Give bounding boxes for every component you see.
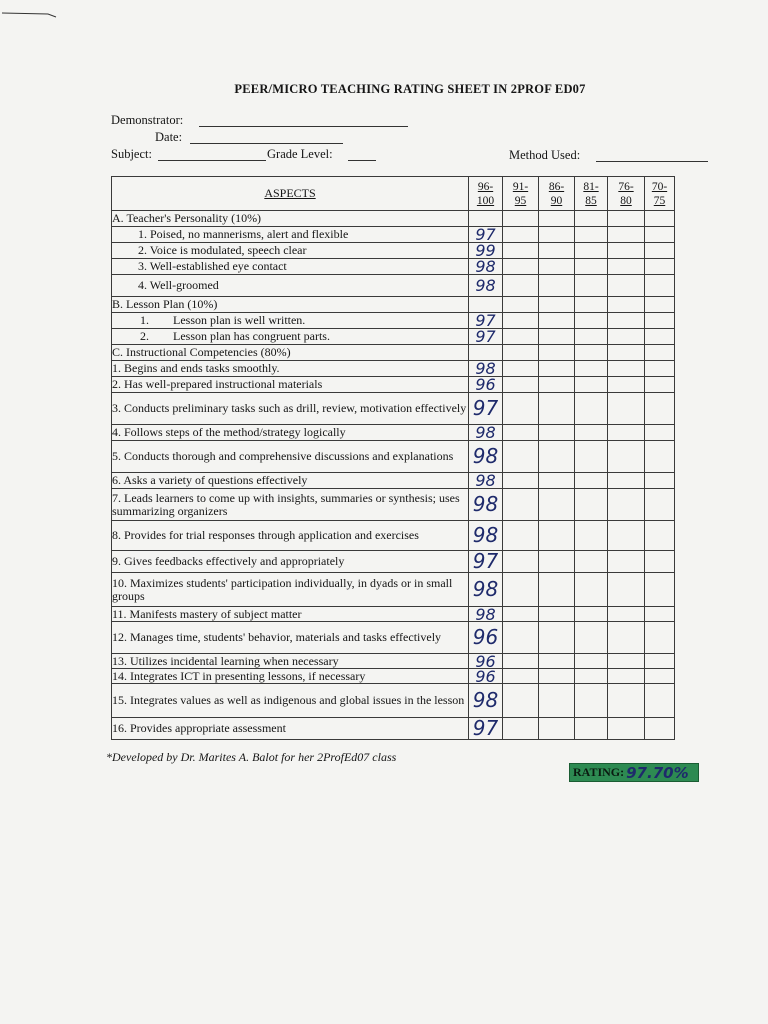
empty-cell[interactable] xyxy=(645,607,675,622)
score-cell[interactable]: 97 xyxy=(469,329,503,345)
table-row xyxy=(112,607,675,622)
empty-cell[interactable] xyxy=(645,329,675,345)
score-cell[interactable]: 98 xyxy=(469,684,503,718)
empty-cell[interactable] xyxy=(608,329,645,345)
aspect-text: 2. Lesson plan has congruent parts. xyxy=(112,329,469,345)
empty-cell[interactable] xyxy=(575,654,608,669)
table-row xyxy=(112,551,675,573)
empty-cell[interactable] xyxy=(575,473,608,489)
table-row xyxy=(112,259,675,275)
aspect-text: 12. Manages time, students' behavior, materials and tasks effectively xyxy=(112,622,469,654)
empty-cell[interactable] xyxy=(575,607,608,622)
empty-cell[interactable] xyxy=(608,489,645,521)
empty-cell[interactable] xyxy=(503,521,539,551)
empty-cell xyxy=(503,297,539,313)
date-blank[interactable] xyxy=(190,143,343,144)
empty-cell[interactable] xyxy=(503,361,539,377)
empty-cell[interactable] xyxy=(539,313,575,329)
empty-cell[interactable] xyxy=(503,313,539,329)
date-label: Date: xyxy=(155,130,183,144)
score-cell[interactable]: 98 xyxy=(469,441,503,473)
empty-cell[interactable] xyxy=(539,607,575,622)
empty-cell[interactable] xyxy=(503,259,539,275)
empty-cell[interactable] xyxy=(539,361,575,377)
footnote: *Developed by Dr. Marites A. Balot for her 2ProfEd07 class xyxy=(106,750,397,764)
empty-cell[interactable] xyxy=(575,227,608,243)
aspect-text: 1. Poised, no mannerisms, alert and flexible xyxy=(112,227,469,243)
empty-cell[interactable] xyxy=(575,573,608,607)
score-cell[interactable]: 97 xyxy=(469,313,503,329)
table-row xyxy=(112,489,675,521)
empty-cell[interactable] xyxy=(503,377,539,393)
empty-cell[interactable] xyxy=(539,622,575,654)
score-cell[interactable]: 96 xyxy=(469,377,503,393)
empty-cell xyxy=(503,345,539,361)
empty-cell[interactable] xyxy=(539,329,575,345)
empty-cell[interactable] xyxy=(645,425,675,441)
range-header-text: 70- 75 xyxy=(651,180,668,207)
aspect-text: 7. Leads learners to come up with insights, summaries or synthesis; uses summarizing organizers xyxy=(112,489,469,521)
score-cell[interactable]: 98 xyxy=(469,573,503,607)
aspect-text: 3. Conducts preliminary tasks such as drill, review, motivation effectively xyxy=(112,393,469,425)
empty-cell[interactable] xyxy=(645,441,675,473)
table-row xyxy=(112,441,675,473)
empty-cell[interactable] xyxy=(575,313,608,329)
empty-cell[interactable] xyxy=(503,425,539,441)
table-row xyxy=(112,393,675,425)
grade-level-label: Grade Level: xyxy=(267,147,333,161)
empty-cell[interactable] xyxy=(608,669,645,684)
subject-label: Subject: xyxy=(111,147,152,161)
rating-value[interactable]: 97.70% xyxy=(626,763,689,782)
aspect-text: 15. Integrates values as well as indigenous and global issues in the lesson xyxy=(112,684,469,718)
range-header-86-90 xyxy=(539,177,575,211)
empty-cell[interactable] xyxy=(575,393,608,425)
demonstrator-blank[interactable] xyxy=(199,126,408,127)
range-header-text: 86- 90 xyxy=(548,180,565,207)
grade-level-blank[interactable] xyxy=(348,160,376,161)
empty-cell[interactable] xyxy=(503,275,539,297)
score-cell[interactable]: 96 xyxy=(469,654,503,669)
table-row xyxy=(112,684,675,718)
empty-cell[interactable] xyxy=(608,275,645,297)
empty-cell[interactable] xyxy=(575,243,608,259)
range-header-91-95 xyxy=(503,177,539,211)
empty-cell[interactable] xyxy=(575,377,608,393)
empty-cell[interactable] xyxy=(503,473,539,489)
empty-cell xyxy=(608,297,645,313)
empty-cell[interactable] xyxy=(503,669,539,684)
empty-cell[interactable] xyxy=(608,441,645,473)
rating-box xyxy=(569,763,699,782)
empty-cell[interactable] xyxy=(503,489,539,521)
empty-cell[interactable] xyxy=(645,489,675,521)
empty-cell[interactable] xyxy=(503,441,539,473)
range-header-text: 81- 85 xyxy=(583,180,599,207)
empty-cell[interactable] xyxy=(539,654,575,669)
table-row xyxy=(112,313,675,329)
table-row xyxy=(112,377,675,393)
range-header-70-75 xyxy=(645,177,675,211)
empty-cell[interactable] xyxy=(645,243,675,259)
empty-cell[interactable] xyxy=(608,243,645,259)
score-cell[interactable]: 98 xyxy=(469,275,503,297)
empty-cell[interactable] xyxy=(608,551,645,573)
empty-cell[interactable] xyxy=(575,622,608,654)
aspect-text: 4. Well-groomed xyxy=(112,275,469,297)
empty-cell[interactable] xyxy=(608,227,645,243)
empty-cell xyxy=(575,211,608,227)
empty-cell[interactable] xyxy=(575,361,608,377)
score-cell[interactable]: 99 xyxy=(469,243,503,259)
score-cell[interactable]: 97 xyxy=(469,227,503,243)
section-a-label: A. Teacher's Personality (10%) xyxy=(112,211,469,227)
empty-cell[interactable] xyxy=(539,684,575,718)
empty-cell[interactable] xyxy=(575,441,608,473)
empty-cell[interactable] xyxy=(503,607,539,622)
empty-cell[interactable] xyxy=(503,551,539,573)
method-used-blank[interactable] xyxy=(596,161,708,162)
empty-cell[interactable] xyxy=(608,684,645,718)
empty-cell[interactable] xyxy=(645,521,675,551)
empty-cell[interactable] xyxy=(608,654,645,669)
empty-cell[interactable] xyxy=(608,521,645,551)
empty-cell[interactable] xyxy=(608,377,645,393)
empty-cell[interactable] xyxy=(608,573,645,607)
aspect-text: 11. Manifests mastery of subject matter xyxy=(112,607,469,622)
empty-cell[interactable] xyxy=(503,393,539,425)
table-row xyxy=(112,669,675,684)
score-cell[interactable]: 98 xyxy=(469,521,503,551)
empty-cell[interactable] xyxy=(503,243,539,259)
table-row xyxy=(112,521,675,551)
empty-cell[interactable] xyxy=(645,393,675,425)
score-cell[interactable]: 98 xyxy=(469,425,503,441)
range-header-81-85 xyxy=(575,177,608,211)
empty-cell[interactable] xyxy=(645,361,675,377)
empty-cell[interactable] xyxy=(539,393,575,425)
empty-cell[interactable] xyxy=(645,718,675,740)
empty-cell[interactable] xyxy=(608,361,645,377)
empty-cell xyxy=(575,297,608,313)
empty-cell[interactable] xyxy=(539,441,575,473)
empty-cell[interactable] xyxy=(608,607,645,622)
empty-cell[interactable] xyxy=(539,243,575,259)
empty-cell[interactable] xyxy=(608,313,645,329)
empty-cell[interactable] xyxy=(539,573,575,607)
aspect-text: 16. Provides appropriate assessment xyxy=(112,718,469,740)
score-cell[interactable]: 98 xyxy=(469,473,503,489)
section-row-c xyxy=(112,345,675,361)
empty-cell[interactable] xyxy=(645,669,675,684)
aspect-text: 2. Voice is modulated, speech clear xyxy=(112,243,469,259)
empty-cell[interactable] xyxy=(645,275,675,297)
empty-cell[interactable] xyxy=(645,573,675,607)
empty-cell xyxy=(608,345,645,361)
empty-cell[interactable] xyxy=(503,654,539,669)
empty-cell[interactable] xyxy=(645,684,675,718)
range-header-text: 91- 95 xyxy=(512,180,529,207)
table-row xyxy=(112,227,675,243)
empty-cell[interactable] xyxy=(539,669,575,684)
empty-cell[interactable] xyxy=(608,622,645,654)
empty-cell[interactable] xyxy=(645,259,675,275)
empty-cell[interactable] xyxy=(608,425,645,441)
table-row xyxy=(112,573,675,607)
subject-blank[interactable] xyxy=(158,160,266,161)
empty-cell[interactable] xyxy=(575,718,608,740)
aspect-text: 9. Gives feedbacks effectively and appropriately xyxy=(112,551,469,573)
demonstrator-label: Demonstrator: xyxy=(111,113,184,127)
page-title: PEER/MICRO TEACHING RATING SHEET IN 2PROF ED07 xyxy=(234,82,586,96)
score-cell[interactable]: 97 xyxy=(469,393,503,425)
empty-cell[interactable] xyxy=(608,473,645,489)
empty-cell[interactable] xyxy=(503,684,539,718)
table-row xyxy=(112,654,675,669)
empty-cell[interactable] xyxy=(575,684,608,718)
score-cell[interactable]: 98 xyxy=(469,361,503,377)
empty-cell[interactable] xyxy=(645,227,675,243)
score-cell[interactable]: 96 xyxy=(469,669,503,684)
aspect-text: 2. Has well-prepared instructional materials xyxy=(112,377,469,393)
section-c-label: C. Instructional Competencies (80%) xyxy=(112,345,469,361)
score-cell[interactable]: 98 xyxy=(469,489,503,521)
empty-cell[interactable] xyxy=(608,718,645,740)
empty-cell[interactable] xyxy=(645,622,675,654)
table-row xyxy=(112,718,675,740)
empty-cell[interactable] xyxy=(645,551,675,573)
empty-cell xyxy=(539,297,575,313)
table-row xyxy=(112,425,675,441)
aspect-text: 3. Well-established eye contact xyxy=(112,259,469,275)
table-row xyxy=(112,329,675,345)
empty-cell[interactable] xyxy=(539,521,575,551)
section-row-a xyxy=(112,211,675,227)
empty-cell[interactable] xyxy=(608,393,645,425)
empty-cell[interactable] xyxy=(539,259,575,275)
score-cell[interactable]: 98 xyxy=(469,607,503,622)
empty-cell[interactable] xyxy=(575,275,608,297)
table-row xyxy=(112,473,675,489)
empty-cell[interactable] xyxy=(575,489,608,521)
range-header-96-100 xyxy=(469,177,503,211)
method-used-label: Method Used: xyxy=(509,148,581,162)
empty-cell[interactable] xyxy=(503,622,539,654)
empty-cell[interactable] xyxy=(645,313,675,329)
empty-cell xyxy=(645,297,675,313)
empty-cell[interactable] xyxy=(503,718,539,740)
empty-cell xyxy=(645,211,675,227)
table-row xyxy=(112,361,675,377)
aspect-text: 10. Maximizes students' participation individually, in dyads or in small groups xyxy=(112,573,469,607)
empty-cell xyxy=(608,211,645,227)
range-header-text: 96- 100 xyxy=(476,180,495,207)
aspect-text: 13. Utilizes incidental learning when necessary xyxy=(112,654,469,669)
empty-cell xyxy=(575,345,608,361)
empty-cell[interactable] xyxy=(503,227,539,243)
empty-cell[interactable] xyxy=(539,489,575,521)
table-row xyxy=(112,622,675,654)
empty-cell[interactable] xyxy=(575,259,608,275)
empty-cell[interactable] xyxy=(503,329,539,345)
aspect-text: 6. Asks a variety of questions effectively xyxy=(112,473,469,489)
table-row xyxy=(112,243,675,259)
empty-cell[interactable] xyxy=(575,669,608,684)
score-cell[interactable]: 97 xyxy=(469,551,503,573)
aspect-text: 1. Lesson plan is well written. xyxy=(112,313,469,329)
aspect-text: 4. Follows steps of the method/strategy logically xyxy=(112,425,469,441)
empty-cell xyxy=(645,345,675,361)
section-b-label: B. Lesson Plan (10%) xyxy=(112,297,469,313)
rating-label: RATING: xyxy=(573,765,625,779)
empty-cell[interactable] xyxy=(575,521,608,551)
range-header-76-80 xyxy=(608,177,645,211)
empty-cell[interactable] xyxy=(539,227,575,243)
score-cell[interactable]: 97 xyxy=(469,718,503,740)
empty-cell[interactable] xyxy=(575,425,608,441)
empty-cell[interactable] xyxy=(539,718,575,740)
pen-mark-decoration xyxy=(0,8,60,18)
empty-cell[interactable] xyxy=(503,573,539,607)
empty-cell[interactable] xyxy=(645,377,675,393)
empty-cell[interactable] xyxy=(645,654,675,669)
empty-cell[interactable] xyxy=(539,551,575,573)
empty-cell[interactable] xyxy=(645,473,675,489)
range-header-text: 76- 80 xyxy=(618,180,634,207)
empty-cell[interactable] xyxy=(575,329,608,345)
empty-cell xyxy=(539,211,575,227)
empty-cell[interactable] xyxy=(539,473,575,489)
empty-cell xyxy=(539,345,575,361)
aspect-text: 14. Integrates ICT in presenting lessons, if necessary xyxy=(112,669,469,684)
table-header-row xyxy=(112,177,675,211)
score-cell[interactable]: 98 xyxy=(469,259,503,275)
section-row-b xyxy=(112,297,675,313)
table-row xyxy=(112,275,675,297)
aspect-text: 8. Provides for trial responses through application and exercises xyxy=(112,521,469,551)
empty-cell[interactable] xyxy=(539,377,575,393)
aspect-text: 5. Conducts thorough and comprehensive discussions and explanations xyxy=(112,441,469,473)
rating-table xyxy=(111,176,675,740)
empty-cell[interactable] xyxy=(575,551,608,573)
empty-cell xyxy=(503,211,539,227)
empty-cell[interactable] xyxy=(608,259,645,275)
aspects-header: ASPECTS xyxy=(112,177,469,211)
empty-cell[interactable] xyxy=(539,275,575,297)
empty-cell[interactable] xyxy=(539,425,575,441)
score-cell[interactable]: 96 xyxy=(469,622,503,654)
aspect-text: 1. Begins and ends tasks smoothly. xyxy=(112,361,469,377)
